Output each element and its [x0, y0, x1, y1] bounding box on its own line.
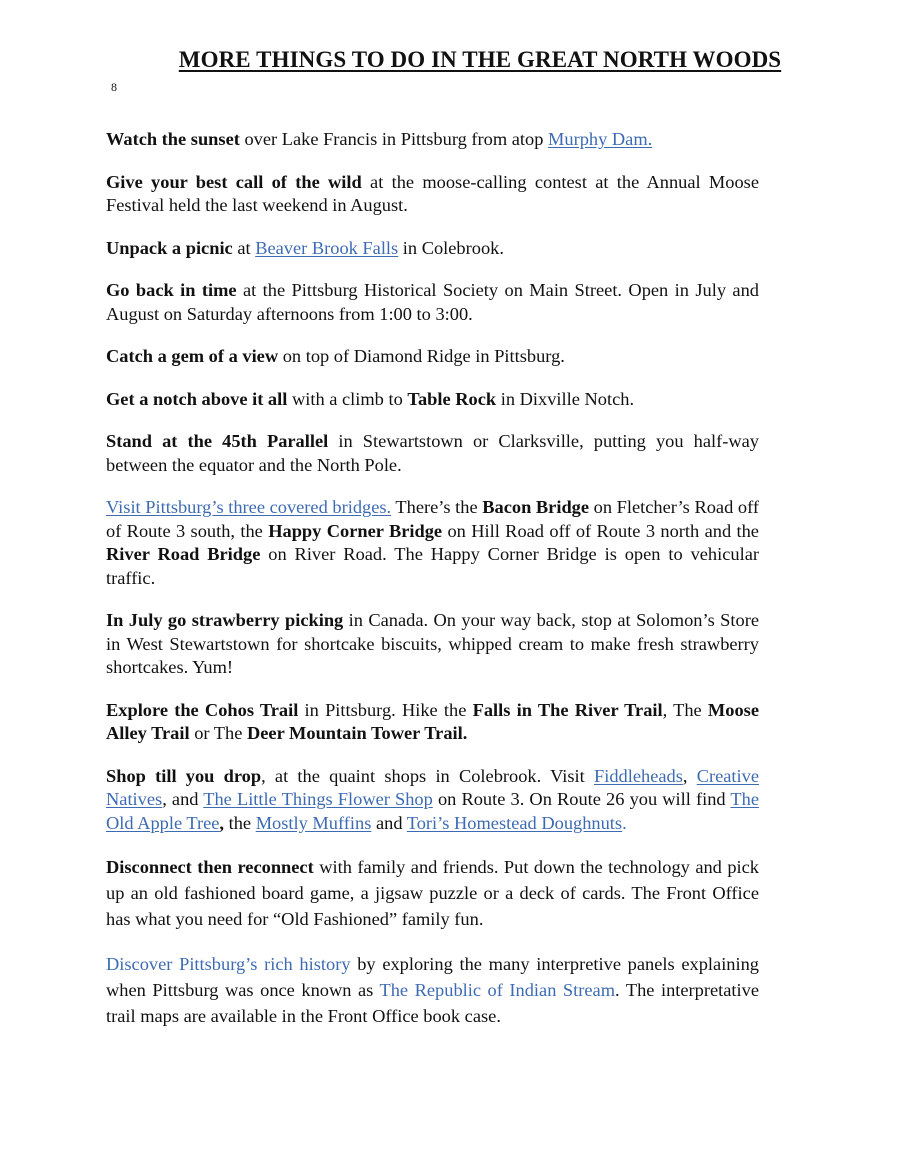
covered-bridges-link[interactable]: Visit Pittsburg’s three covered bridges. — [106, 497, 392, 517]
para-bold-term: Falls in The River Trail — [472, 699, 663, 720]
para-text: by exploring the many interpretive panels explaining when Pittsburg was once known as — [106, 954, 759, 1000]
para-heading: Watch the sunset — [106, 129, 240, 149]
para-text: , The — [662, 699, 708, 720]
para-text: in Canada. On your way back, stop at Solomon’s Store in West Stewartstown for shortcake biscuits, whipped cream to make fresh strawberry shortcakes. Yum! — [106, 610, 759, 677]
para-bold-term: Table Rock — [407, 388, 497, 409]
para-text: at the moose-calling contest at the Annual Moose Festival held the last weekend in August. — [106, 171, 759, 215]
para-bold-term: Deer Mountain Tower Trail. — [246, 723, 468, 743]
little-things-flower-shop-link[interactable]: The Little Things Flower Shop — [203, 789, 433, 809]
para-text: on Fletcher’s Road off of Route 3 south, the — [106, 497, 759, 541]
para-text: in Pittsburg. Hike the — [298, 699, 473, 720]
beaver-brook-falls-link[interactable]: Beaver Brook Falls — [255, 237, 399, 258]
para-bold-term: Moose Alley Trail — [106, 699, 759, 743]
content-body — [106, 128, 759, 1048]
para-text: the — [224, 812, 256, 833]
para-text: or The — [189, 723, 247, 743]
paragraph-cohos-trail — [106, 699, 759, 746]
para-text: There’s the — [391, 497, 483, 517]
para-text: on River Road. The Happy Corner Bridge is open to vehicular traffic. — [106, 544, 759, 588]
para-bold-term: River Road Bridge — [106, 544, 261, 564]
fiddleheads-link[interactable]: Fiddleheads — [594, 765, 683, 786]
para-text: with a climb to — [287, 388, 408, 409]
para-heading: Catch a gem of a view — [106, 346, 279, 366]
para-text: , at the quaint shops in Colebrook. Visit — [261, 765, 594, 786]
para-text: in Stewartstown or Clarksville, putting you half-way between the equator and the North Pole. — [106, 431, 760, 475]
para-bold-comma: , — [219, 812, 225, 833]
para-text: on top of Diamond Ridge in Pittsburg. — [278, 346, 565, 366]
rich-history-link[interactable]: Discover Pittsburg’s rich history — [106, 954, 351, 974]
paragraph-disconnect — [106, 854, 759, 932]
paragraph-moose-call — [106, 171, 759, 218]
paragraph-historical-society — [106, 279, 759, 326]
para-text: on Route 3. On Route 26 you will find — [432, 789, 731, 809]
page-number: 8 — [111, 80, 117, 94]
para-heading: Shop till you drop — [106, 765, 262, 786]
paragraph-picnic — [106, 237, 759, 261]
para-text: at — [232, 237, 256, 258]
para-text: at the Pittsburg Historical Society on Main Street. Open in July and August on Saturday afternoons from 1:00 to 3:00. — [106, 280, 759, 324]
paragraph-shopping — [106, 765, 759, 836]
old-apple-tree-link[interactable]: The Old Apple Tree — [106, 789, 760, 833]
para-bold-term: Bacon Bridge — [482, 497, 590, 517]
toris-homestead-doughnuts-link[interactable]: Tori’s Homestead Doughnuts — [406, 812, 623, 833]
page-title: MORE THINGS TO DO IN THE GREAT NORTH WOODS — [178, 47, 782, 72]
para-heading: Get a notch above it all — [106, 388, 288, 409]
para-heading: Give your best call of the wild — [106, 171, 362, 192]
paragraph-covered-bridges — [106, 496, 759, 590]
paragraph-table-rock — [106, 388, 759, 412]
para-text: . The interpretative trail maps are available in the Front Office book case. — [106, 980, 759, 1026]
para-text: , and — [162, 789, 204, 809]
para-heading: Unpack a picnic — [106, 237, 233, 258]
para-heading: Go back in time — [106, 280, 237, 300]
para-bold-term: Happy Corner Bridge — [268, 520, 443, 541]
paragraph-45th-parallel — [106, 430, 759, 477]
paragraph-strawberry-picking — [106, 609, 759, 680]
para-text: on Hill Road off of Route 3 north and the — [442, 520, 759, 541]
paragraph-sunset — [106, 128, 759, 152]
creative-natives-link[interactable]: Creative Natives — [106, 765, 759, 809]
para-heading: Disconnect then reconnect — [106, 857, 314, 877]
para-heading: Explore the Cohos Trail — [106, 699, 299, 720]
paragraph-history — [106, 951, 759, 1029]
para-text: . — [622, 812, 627, 833]
para-text: with family and friends. Put down the technology and pick up an old fashioned board game, a jigsaw puzzle or a deck of cards. The Front Office has what you need for “Old Fashioned” family fun. — [106, 857, 759, 929]
para-text: in Dixville Notch. — [496, 388, 635, 409]
para-text: in Colebrook. — [398, 237, 504, 258]
mostly-muffins-link[interactable]: Mostly Muffins — [255, 812, 372, 833]
para-heading: Stand at the 45th Parallel — [106, 431, 329, 451]
para-text: over Lake Francis in Pittsburg from atop — [239, 129, 549, 149]
para-text: , — [682, 765, 697, 786]
murphy-dam-link[interactable]: Murphy Dam. — [548, 129, 653, 149]
para-text: and — [371, 812, 407, 833]
para-heading: In July go strawberry picking — [106, 610, 344, 630]
republic-indian-stream-link[interactable]: The Republic of Indian Stream — [379, 980, 616, 1000]
paragraph-diamond-ridge — [106, 345, 759, 369]
